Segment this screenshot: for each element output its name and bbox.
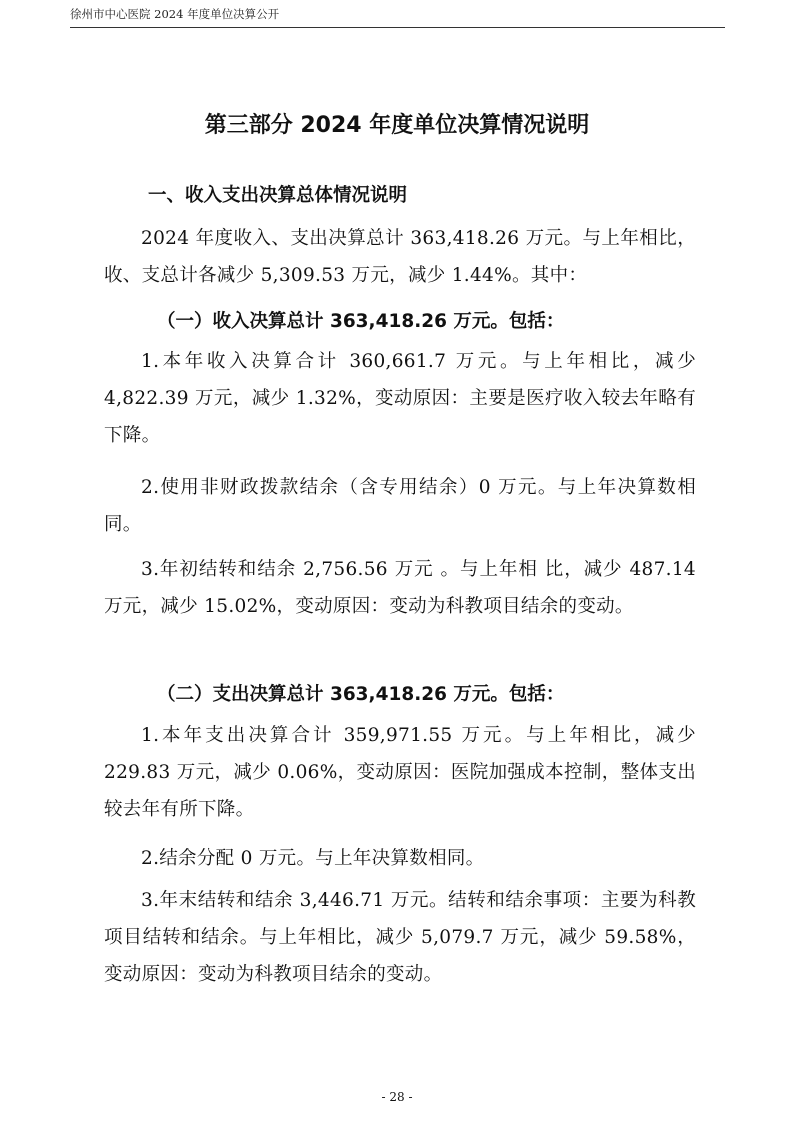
income-item-2: 2.使用非财政拨款结余（含专用结余）0 万元。与上年决算数相同。 bbox=[104, 477, 696, 535]
income-item-3: 3.年初结转和结余 2,756.56 万元 。与上年相 比，减少 487.14 万元，减少 15.02%，变动原因：变动为科教项目结余的变动。 bbox=[104, 559, 696, 617]
expense-item-2: 2.结余分配 0 万元。与上年决算数相同。 bbox=[141, 848, 485, 869]
page-number: - 28 - bbox=[381, 1090, 413, 1104]
expense-item-3: 3.年末结转和结余 3,446.71 万元。结转和结余事项：主要为科教项目结转和结余。与上年相比，减少 5,079.7 万元，减少 59.58%，变动原因：变动为科教项目结余的变动。 bbox=[104, 890, 696, 985]
running-header: 徐州市中心医院 2024 年度单位决算公开 bbox=[70, 7, 280, 21]
overview-paragraph: 2024 年度收入、支出决算总计 363,418.26 万元。与上年相比，收、支总计各减少 5,309.53 万元，减少 1.44%。其中： bbox=[104, 228, 696, 286]
header-divider bbox=[70, 27, 725, 28]
expense-item-1: 1.本年支出决算合计 359,971.55 万元。与上年相比，减少 229.83 万元，减少 0.06%，变动原因：医院加强成本控制，整体支出较去年有所下降。 bbox=[104, 725, 696, 820]
income-heading: （一）收入决算总计 363,418.26 万元。包括： bbox=[157, 311, 565, 332]
page-title: 第三部分 2024 年度单位决算情况说明 bbox=[204, 113, 590, 138]
expense-heading: （二）支出决算总计 363,418.26 万元。包括： bbox=[157, 684, 565, 705]
section-heading-overview: 一、收入支出决算总体情况说明 bbox=[148, 185, 408, 206]
income-item-1: 1.本年收入决算合计 360,661.7 万元。与上年相比，减少 4,822.39 万元，减少 1.32%，变动原因：主要是医疗收入较去年略有下降。 bbox=[104, 351, 696, 446]
